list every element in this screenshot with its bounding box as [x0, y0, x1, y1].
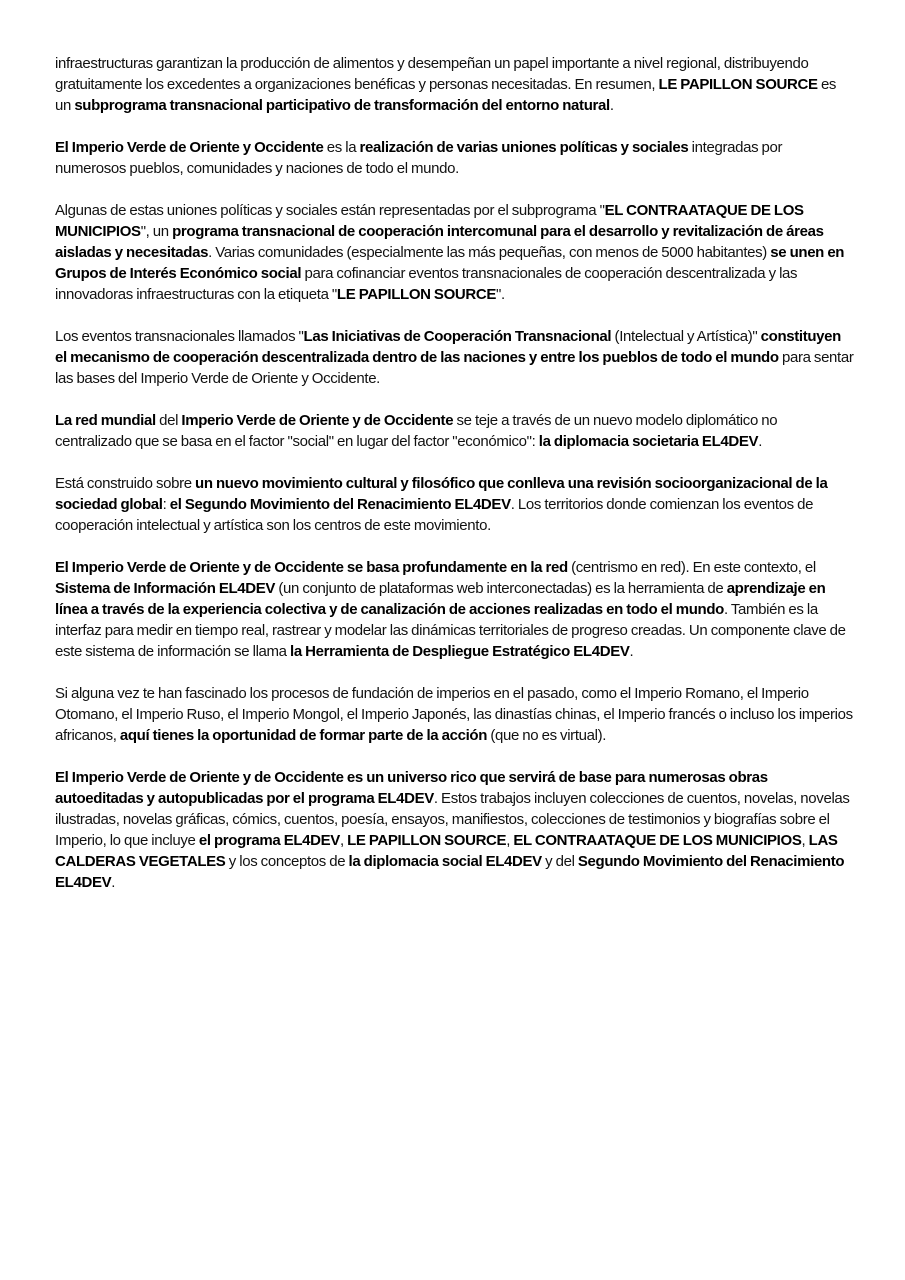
document-page	[55, 53, 855, 914]
paragraph-2	[55, 137, 855, 179]
text-run: ", un	[140, 223, 173, 240]
text-run: . También es la interfaz para medir en tiempo real, rastrear y modelar las dinámicas territoriales de progreso creadas. Un componente clave de este sistema de información se llama	[55, 601, 846, 660]
paragraph-9	[55, 767, 855, 893]
bold-run: El Imperio Verde de Oriente y de Occidente se basa profundamente en la red	[55, 559, 568, 576]
text-run: ,	[506, 832, 514, 849]
paragraph-8	[55, 683, 855, 746]
text-run: .	[629, 643, 634, 660]
bold-run: La red mundial	[55, 412, 156, 429]
text-run: infraestructuras garantizan la producción de alimentos y desempeñan un papel importante a nivel regional, distribuyendo gratuitamente los excedentes a organizaciones benéficas y personas necesitadas. En resumen,	[55, 55, 809, 93]
text-run: (que no es virtual).	[487, 727, 607, 744]
bold-run: Las Iniciativas de Cooperación Transnacional	[303, 328, 612, 345]
text-run: es un	[55, 76, 837, 114]
bold-run: LE PAPILLON SOURCE	[336, 286, 497, 303]
text-run: ,	[339, 832, 348, 849]
text-run: y del	[541, 853, 578, 870]
bold-run: el programa EL4DEV	[198, 832, 340, 849]
paragraph-6	[55, 473, 855, 536]
bold-run: Sistema de Información EL4DEV	[55, 580, 276, 597]
text-run: Si alguna vez te han fascinado los procesos de fundación de imperios en el pasado, como el Imperio Romano, el Imperio Otomano, el Imperio Ruso, el Imperio Mongol, el Imperio Japonés, las dinastías chinas, el Imperio francés o incluso los imperios africanos,	[55, 685, 853, 744]
text-run: . Los territorios donde comienzan los eventos de cooperación intelectual y artística son los centros de este movimiento.	[55, 496, 814, 534]
bold-run: EL CONTRAATAQUE DE LOS MUNICIPIOS	[55, 202, 804, 240]
text-run: del	[155, 412, 182, 429]
text-run: (centrismo en red). En este contexto, el	[567, 559, 816, 576]
text-run: es la	[323, 139, 360, 156]
text-run: (Intelectual y Artística)"	[611, 328, 761, 345]
bold-run: la diplomacia social EL4DEV	[348, 853, 542, 870]
text-run: Los eventos transnacionales llamados "	[55, 328, 304, 345]
bold-run: El Imperio Verde de Oriente y Occidente	[55, 139, 324, 156]
text-run: :	[162, 496, 170, 513]
text-run: ,	[801, 832, 809, 849]
bold-run: la Herramienta de Despliegue Estratégico EL4DEV	[290, 643, 630, 660]
bold-run: EL CONTRAATAQUE DE LOS MUNICIPIOS	[513, 832, 802, 849]
bold-run: Segundo Movimiento del Renacimiento EL4DEV	[55, 853, 845, 891]
bold-run: la diplomacia societaria EL4DEV	[538, 433, 759, 450]
paragraph-5	[55, 410, 855, 452]
bold-run: Imperio Verde de Oriente y de Occidente	[181, 412, 454, 429]
text-run: . Varias comunidades (especialmente las más pequeñas, con menos de 5000 habitantes)	[208, 244, 771, 261]
bold-run: aprendizaje en línea a través de la experiencia colectiva y de canalización de acciones realizadas en todo el mundo	[55, 580, 826, 618]
bold-run: subprograma transnacional participativo de transformación del entorno natural	[74, 97, 610, 114]
text-run: integradas por numerosos pueblos, comunidades y naciones de todo el mundo.	[55, 139, 783, 177]
text-run: .	[758, 433, 763, 450]
bold-run: programa transnacional de cooperación intercomunal para el desarrollo y revitalización de áreas aisladas y necesitadas	[55, 223, 824, 261]
bold-run: un nuevo movimiento cultural y filosófico que conlleva una revisión socioorganizacional de la sociedad global	[55, 475, 828, 513]
text-run: .	[609, 97, 614, 114]
text-run: Está construido sobre	[55, 475, 196, 492]
paragraph-3	[55, 200, 855, 305]
bold-run: realización de varias uniones políticas y sociales	[359, 139, 689, 156]
bold-run: el Segundo Movimiento del Renacimiento EL4DEV	[169, 496, 511, 513]
text-run: Algunas de estas uniones políticas y sociales están representadas por el subprograma "	[55, 202, 605, 219]
bold-run: aquí tienes la oportunidad de formar parte de la acción	[119, 727, 488, 744]
bold-run: LAS CALDERAS VEGETALES	[55, 832, 838, 870]
text-run: . Estos trabajos incluyen colecciones de cuentos, novelas, novelas ilustradas, novelas gráficas, cómics, cuentos, poesía, ensayos, manifiestos, colecciones de testimonios y biografías sobre el Imperio, lo que incluye	[55, 790, 850, 849]
bold-run: se unen en Grupos de Interés Económico social	[55, 244, 845, 282]
text-run: y los conceptos de	[225, 853, 349, 870]
bold-run: constituyen el mecanismo de cooperación descentralizada dentro de las naciones y entre los pueblos de todo el mundo	[55, 328, 841, 366]
text-run: (un conjunto de plataformas web interconectadas) es la herramienta de	[275, 580, 727, 597]
bold-run: LE PAPILLON SOURCE	[347, 832, 507, 849]
text-run: .	[111, 874, 116, 891]
text-run: para cofinanciar eventos transnacionales de cooperación descentralizada y las innovadoras infraestructuras con la etiqueta "	[55, 265, 798, 303]
bold-run: El Imperio Verde de Oriente y de Occidente es un universo rico que servirá de base para numerosas obras autoeditadas y autopublicadas por el programa EL4DEV	[55, 769, 768, 807]
text-run: ".	[496, 286, 505, 303]
bold-run: LE PAPILLON SOURCE	[658, 76, 818, 93]
paragraph-1	[55, 53, 855, 116]
text-run: se teje a través de un nuevo modelo diplomático no centralizado que se basa en el factor "social" en lugar del factor "económico":	[55, 412, 778, 450]
text-run: para sentar las bases del Imperio Verde de Oriente y Occidente.	[55, 349, 854, 387]
paragraph-4	[55, 326, 855, 389]
paragraph-7	[55, 557, 855, 662]
